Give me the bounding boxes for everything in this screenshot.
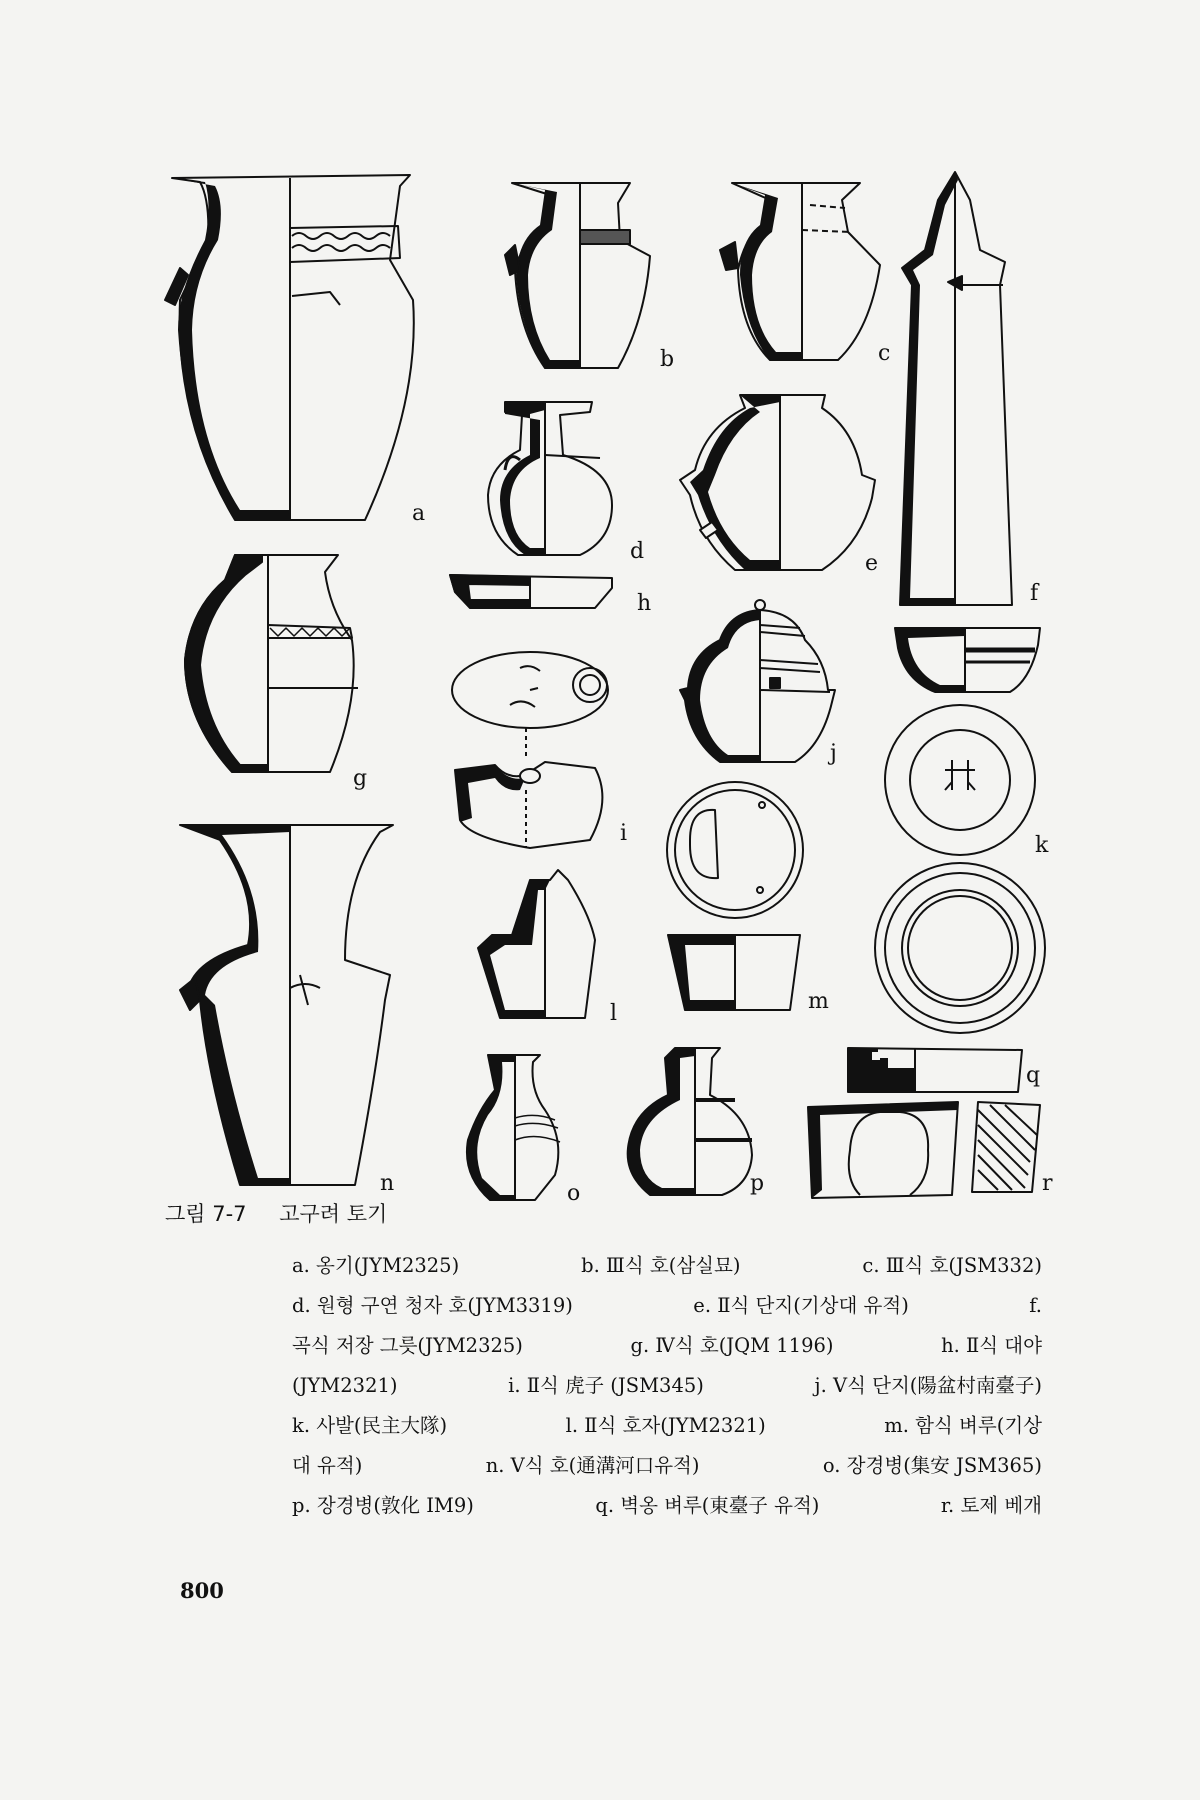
caption-line — [292, 1406, 1042, 1446]
figure-title: 고구려 토기 — [279, 1202, 388, 1226]
vessel-b — [505, 183, 650, 368]
caption-entry: 대 유적) — [292, 1454, 363, 1477]
vessel-r — [808, 1102, 1040, 1198]
caption-entry: q. 벽옹 벼루(東臺子 유적) — [595, 1494, 820, 1517]
panel-label: f — [1030, 581, 1039, 606]
caption-entry: l. Ⅱ식 호자(JYM2321) — [565, 1414, 766, 1437]
vessel-f — [900, 172, 1012, 605]
caption-entry: e. Ⅱ식 단지(기상대 유적) — [693, 1294, 909, 1317]
caption-entry: a. 옹기(JYM2325) — [292, 1254, 460, 1277]
vessel-d — [488, 402, 612, 555]
panel-label: o — [567, 1181, 581, 1206]
caption-line — [292, 1486, 1042, 1526]
vessel-k-plan — [885, 705, 1035, 855]
vessel-l — [478, 870, 595, 1018]
caption-line — [292, 1446, 1042, 1486]
panel-label: k — [1035, 833, 1049, 858]
panel-label: e — [865, 551, 879, 576]
caption-entry: o. 장경병(集安 JSM365) — [822, 1454, 1042, 1477]
vessel-a — [165, 175, 414, 520]
vessel-g — [185, 555, 358, 772]
vessel-q-plan — [875, 863, 1045, 1033]
caption-entry: h. Ⅱ식 대야 — [941, 1334, 1042, 1357]
panel-label: q — [1026, 1063, 1041, 1088]
vessel-j — [680, 600, 835, 762]
panel-label: j — [830, 741, 837, 766]
figure-caption-body — [292, 1246, 1042, 1526]
vessel-p — [628, 1048, 752, 1195]
caption-entry: f. — [1029, 1294, 1042, 1317]
panel-label: a — [412, 501, 426, 526]
caption-entry: d. 원형 구연 청자 호(JYM3319) — [292, 1294, 573, 1317]
vessel-o — [467, 1055, 560, 1200]
panel-label: d — [630, 539, 645, 564]
figure-caption-title — [165, 1198, 413, 1228]
caption-entry: 곡식 저장 그릇(JYM2325) — [292, 1334, 523, 1357]
caption-line — [292, 1366, 1042, 1406]
panel-label: n — [380, 1171, 395, 1196]
caption-entry: c. Ⅲ식 호(JSM332) — [862, 1254, 1042, 1277]
caption-line — [292, 1326, 1042, 1366]
caption-entry: k. 사발(民主大隊) — [292, 1414, 448, 1437]
figure-number: 그림 7-7 — [165, 1202, 247, 1226]
caption-entry: r. 토제 베개 — [940, 1494, 1042, 1517]
vessel-k-profile — [895, 628, 1040, 692]
caption-entry: g. Ⅳ식 호(JQM 1196) — [630, 1334, 834, 1357]
vessel-q-profile — [848, 1048, 1022, 1092]
caption-entry: j. V식 단지(陽盆村南臺子) — [814, 1374, 1042, 1397]
caption-entry: p. 장경병(敦化 IM9) — [292, 1494, 474, 1517]
panel-label: p — [750, 1171, 765, 1196]
caption-line — [292, 1246, 1042, 1286]
vessel-i — [452, 652, 608, 848]
caption-entry: b. Ⅲ식 호(삼실묘) — [581, 1254, 741, 1277]
caption-entry: (JYM2321) — [292, 1374, 398, 1397]
panel-label: l — [610, 1001, 618, 1026]
vessel-h — [450, 575, 612, 608]
panel-label: g — [353, 766, 368, 791]
panel-label: m — [808, 989, 829, 1014]
vessel-e — [680, 395, 875, 570]
caption-line — [292, 1286, 1042, 1326]
page-number: 800 — [180, 1578, 224, 1603]
caption-entry: m. 함식 벼루(기상 — [884, 1414, 1042, 1437]
vessel-n — [180, 825, 393, 1185]
vessel-m-profile — [668, 935, 800, 1010]
vessel-c — [720, 183, 880, 360]
panel-label: r — [1042, 1171, 1053, 1196]
panel-label: h — [637, 591, 652, 616]
panel-label: c — [878, 341, 891, 366]
caption-entry: i. Ⅱ식 虎子 (JSM345) — [508, 1374, 704, 1397]
vessel-m-plan — [667, 782, 803, 918]
panel-label: i — [620, 821, 628, 846]
caption-entry: n. V식 호(通溝河口유적) — [485, 1454, 700, 1477]
panel-label: b — [660, 347, 675, 372]
